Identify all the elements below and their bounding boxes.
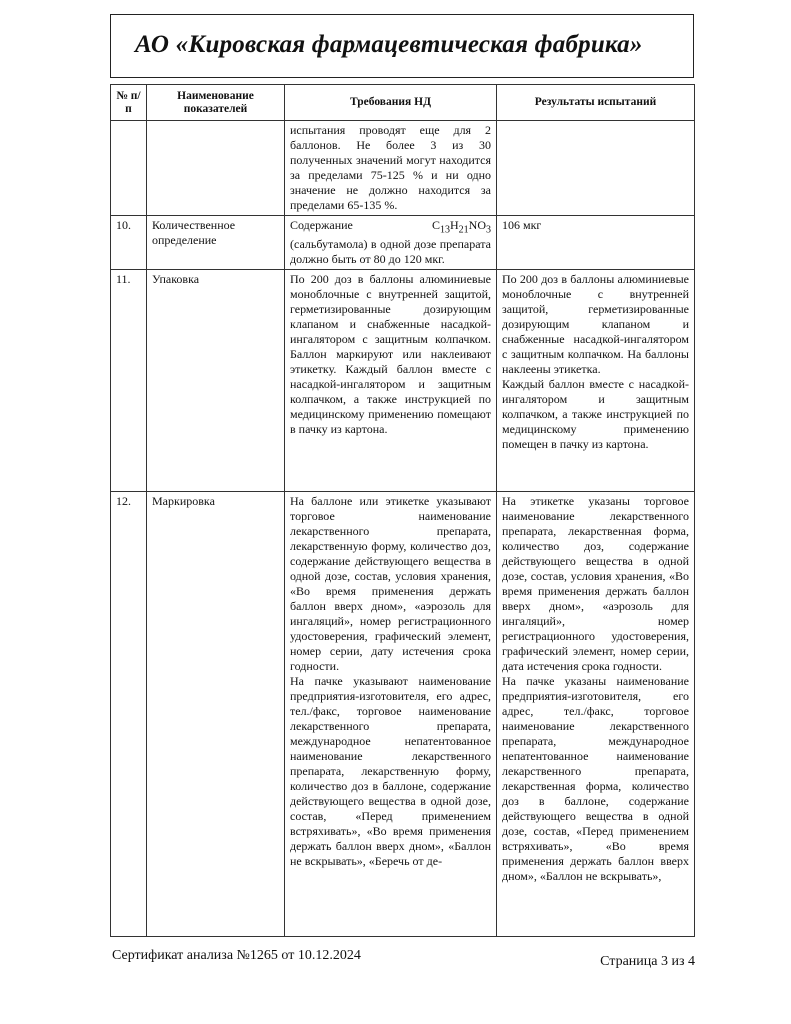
company-header: [110, 14, 694, 78]
col-header-requirements: Требования НД: [285, 85, 497, 121]
req-text-part: Содержание C: [290, 218, 440, 232]
page-number: Страница 3 из 4: [600, 954, 695, 969]
row-result: [497, 270, 695, 492]
certificate-footer: Сертификат анализа №1265 от 10.12.2024: [112, 948, 361, 963]
table-row: [111, 270, 695, 492]
results-table: [110, 84, 695, 937]
row-name: Маркировка: [147, 492, 285, 937]
table-row: [111, 492, 695, 937]
table-row: [111, 121, 695, 216]
row-result: 106 мкг: [497, 216, 695, 270]
table-header-row: [111, 85, 695, 121]
col-header-num: № п/п: [111, 85, 147, 121]
col-header-name: Наименование показателей: [147, 85, 285, 121]
row-name: Упаковка: [147, 270, 285, 492]
result-paragraph: На этикетке указаны торговое наименование лекарственного препарата, лекарственная форма, количество доз, содержание действующего вещества в одной дозе, состав, условия хранения, «Во время применения держать баллон вверх дном», «аэрозоль для ингаляций», номер регистрационного удостоверения, графический элемент, номер серии, дата истечения срока годности.: [502, 494, 689, 674]
req-subscript: 3: [486, 224, 491, 236]
table-row: [111, 216, 695, 270]
result-text-block: [502, 494, 689, 934]
row-requirement: испытания проводят еще для 2 баллонов. Не более 3 из 30 полученных значений могут находится за пределами 75-125 % и ни одно значение не должно находится за пределами 65-135 %.: [285, 121, 497, 216]
row-num: [111, 121, 147, 216]
row-num: 10.: [111, 216, 147, 270]
row-num: 11.: [111, 270, 147, 492]
result-paragraph: На пачке указаны наименование предприятия-изготовителя, его адрес, тел./факс, торговое наименование лекарственного препарата, международное непатентованное наименование лекарственного препарата, лекарственная форма, количество доз в баллоне, содержание действующего вещества в одной дозе, состав, «Перед применением встряхивать», «Во время применения держать баллон вверх дном», «Баллон не вскрывать»,: [502, 674, 689, 884]
row-requirement: [285, 492, 497, 937]
req-subscript: 13: [439, 224, 450, 236]
row-name: Количественное определение: [147, 216, 285, 270]
row-requirement: [285, 216, 497, 270]
result-paragraph: Каждый баллон вместе с насадкой-ингалятором и защитным колпачком, а также инструкцией по медицинскому применению помещен в пачку из картона.: [502, 377, 689, 452]
requirement-paragraph: На пачке указывают наименование предприятия-изготовителя, его адрес, тел./факс, торговое наименование лекарственного препарата, международное непатентованное наименование лекарственного препарата, лекарственную форму, количество доз в баллоне, содержание действующего вещества в одной дозе, состав, «Перед применением встряхивать», «Во время применения держать баллон вверх дном», «Баллон не вскрывать», «Беречь от де-: [290, 674, 491, 869]
row-result: [497, 492, 695, 937]
requirement-paragraph: На баллоне или этикетке указывают торговое наименование лекарственного препарата, лекарственную форму, количество доз, содержание действующего вещества в одной дозе, состав, условия хранения, «Во время применения держать баллон вверх дном», «аэрозоль для ингаляций», номер регистрационного удостоверения, графический элемент, номер серии, дату истечения срока годности.: [290, 494, 491, 674]
req-text-part: (сальбутамола) в одной дозе препарата должно быть от 80 до 120 мкг.: [290, 237, 491, 267]
req-text-part: NO: [468, 218, 486, 232]
row-name: [147, 121, 285, 216]
row-requirement: По 200 доз в баллоны алюминиевые моноблочные с внутренней защитой, герметизированные дозирующим клапаном и снабженные насадкой-ингалятором с защитным колпачком. Баллон маркируют или наклеивают этикетку. Каждый баллон вместе с насадкой-ингалятором и защитным колпачком, а также инструкцией по медицинскому применению помещают в пачку из картона.: [285, 270, 497, 492]
company-title: АО «Кировская фармацевтическая фабрика»: [135, 31, 643, 58]
req-text-part: H: [449, 218, 459, 232]
row-result: [497, 121, 695, 216]
row-num: 12.: [111, 492, 147, 937]
col-header-results: Результаты испытаний: [497, 85, 695, 121]
result-paragraph: По 200 доз в баллоны алюминиевые моноблочные с внутренней защитой, герметизированные дозирующим клапаном и снабженные насадкой-ингалятором с защитным колпачком. На баллоны наклеены этикетка.: [502, 272, 689, 377]
req-subscript: 21: [458, 224, 469, 236]
requirement-text-block: [290, 494, 491, 934]
